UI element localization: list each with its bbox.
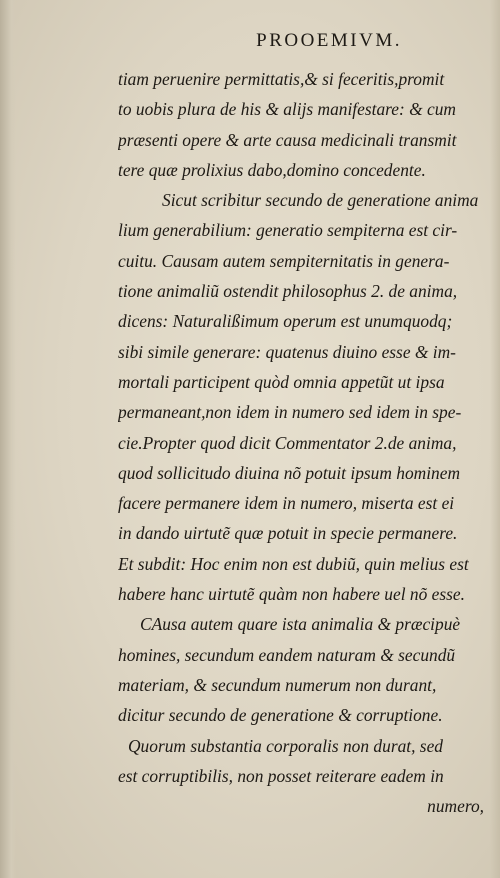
text-line: quod sollicitudo diuina nõ potuit ipsum hominem [118, 462, 461, 483]
text-line: Quorum substantia corporalis non durat, sed [128, 735, 443, 756]
text-line: homines, secundum eandem naturam & secundũ [118, 644, 456, 665]
text-line: Et subdit: Hoc enim non est dubiũ, quin melius est [118, 553, 469, 574]
text-line: tione animaliũ ostendit philosophus 2. de anima, [118, 281, 458, 302]
page-gutter-shadow [0, 0, 16, 878]
text-line: mortali participent quòd omnia appetũt ut ipsa [118, 371, 445, 392]
text-line: cuitu. Causam autem sempiternitatis in genera- [118, 250, 450, 271]
text-line: tere quæ prolixius dabo,domino concedente. [118, 159, 426, 180]
text-line: dicitur secundo de generatione & corruptione. [118, 705, 443, 726]
page-edge-shadow [490, 0, 500, 878]
body-text [118, 64, 490, 821]
catchword: numero, [427, 796, 484, 817]
text-line: permaneant,non idem in numero sed idem in spe- [118, 402, 462, 423]
text-line: lium generabilium: generatio sempiterna est cir- [118, 220, 458, 241]
paragraph-start-line: Sicut scribitur secundo de generatione anima [162, 190, 479, 211]
text-line: præsenti opere & arte causa medicinali transmit [118, 129, 457, 150]
text-line: facere permanere idem in numero, miserta est ei [118, 493, 455, 514]
text-line: tiam peruenire permittatis,& si feceritis,promit [118, 69, 445, 89]
text-line: habere hanc uirtutẽ quàm non habere uel nõ esse. [118, 584, 465, 605]
text-line: materiam, & secundum numerum non durant, [118, 674, 437, 695]
running-head: PROOEMIVM. [256, 30, 402, 51]
text-line: est corruptibilis, non posset reiterare eadem in [118, 765, 444, 786]
paragraph-start-line: CAusa autem quare ista animalia & præcipuè [140, 614, 461, 635]
text-line: cie.Propter quod dicit Commentator 2.de anima, [118, 432, 457, 453]
text-line: dicens: Naturalißimum operum est unumquodq; [118, 311, 453, 332]
text-line: in dando uirtutẽ quæ potuit in specie permanere. [118, 523, 458, 544]
text-line: sibi simile generare: quatenus diuino esse & im- [118, 341, 456, 362]
text-line: to uobis plura de his & alijs manifestare: & cum [118, 99, 456, 120]
